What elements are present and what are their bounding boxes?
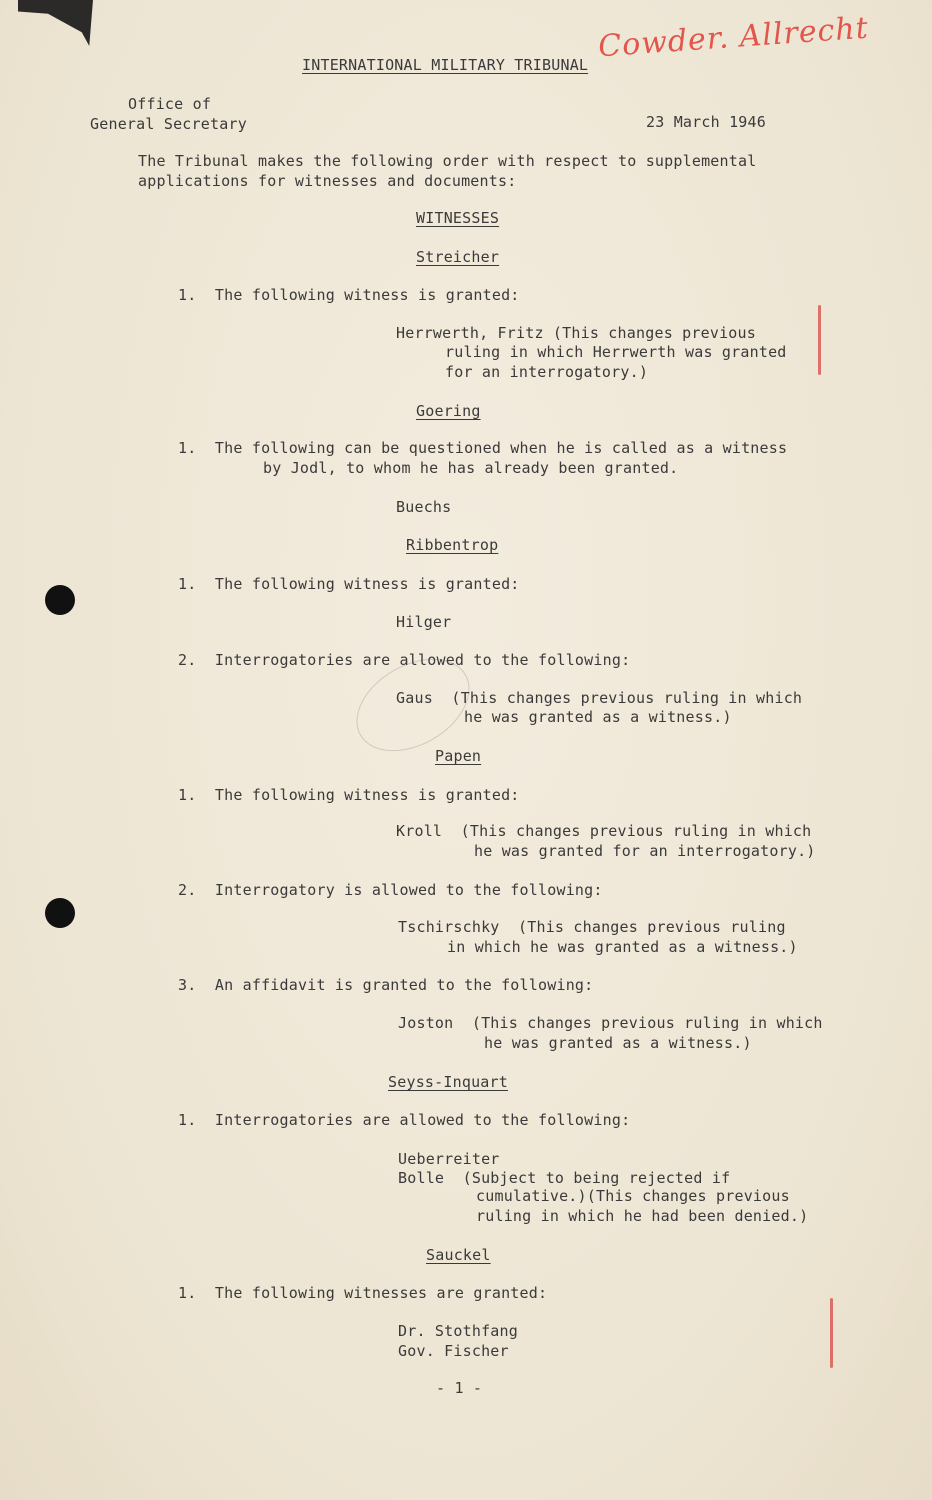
goering-item1-line2: by Jodl, to whom he has already been granted. xyxy=(263,459,679,477)
papen-item2: 2. Interrogatory is allowed to the following: xyxy=(178,881,603,899)
torn-corner xyxy=(18,0,93,46)
seyss-line2: Bolle (Subject to being rejected if xyxy=(398,1169,731,1187)
papen-tschirschky-line2: in which he was granted as a witness.) xyxy=(447,938,798,956)
document-title: INTERNATIONAL MILITARY TRIBUNAL xyxy=(302,56,589,74)
section-heading-witnesses: WITNESSES xyxy=(416,209,500,227)
red-margin-mark xyxy=(830,1298,833,1368)
punch-hole xyxy=(45,898,75,928)
seyss-line4: ruling in which he had been denied.) xyxy=(476,1207,809,1225)
defendant-heading-papen: Papen xyxy=(435,747,482,765)
papen-kroll-line1: Kroll (This changes previous ruling in which xyxy=(396,822,812,840)
red-margin-mark xyxy=(818,305,821,375)
defendant-heading-ribbentrop: Ribbentrop xyxy=(406,536,499,554)
streicher-line1: Herrwerth, Fritz (This changes previous xyxy=(396,324,756,342)
intro-line2: applications for witnesses and documents: xyxy=(138,172,517,190)
defendant-heading-streicher: Streicher xyxy=(416,248,500,266)
ribbentrop-line1: Gaus (This changes previous ruling in which xyxy=(396,689,803,707)
papen-item3: 3. An affidavit is granted to the following: xyxy=(178,976,594,994)
sauckel-name2: Gov. Fischer xyxy=(398,1342,509,1360)
sauckel-name1: Dr. Stothfang xyxy=(398,1322,518,1340)
page-number: - 1 - xyxy=(436,1379,483,1397)
goering-item1-line1: 1. The following can be questioned when he is called as a witness xyxy=(178,439,788,457)
defendant-heading-sauckel: Sauckel xyxy=(426,1246,491,1264)
intro-line1: The Tribunal makes the following order with respect to supplemental xyxy=(138,152,757,170)
ribbentrop-item1: 1. The following witness is granted: xyxy=(178,575,520,593)
papen-joston-line1: Joston (This changes previous ruling in which xyxy=(398,1014,823,1032)
ribbentrop-line2: he was granted as a witness.) xyxy=(464,708,732,726)
defendant-heading-seyss-inquart: Seyss-Inquart xyxy=(388,1073,508,1091)
papen-kroll-line2: he was granted for an interrogatory.) xyxy=(474,842,816,860)
streicher-line3: for an interrogatory.) xyxy=(445,363,649,381)
ribbentrop-name1: Hilger xyxy=(396,613,452,631)
seyss-item1: 1. Interrogatories are allowed to the following: xyxy=(178,1111,631,1129)
papen-joston-line2: he was granted as a witness.) xyxy=(484,1034,752,1052)
handwritten-note: Cowder. Allrecht xyxy=(597,10,870,65)
office-line1: Office of xyxy=(128,95,212,113)
punch-hole xyxy=(45,585,75,615)
papen-tschirschky-line1: Tschirschky (This changes previous ruling xyxy=(398,918,786,936)
seyss-line1: Ueberreiter xyxy=(398,1150,500,1168)
streicher-item1: 1. The following witness is granted: xyxy=(178,286,520,304)
document-date: 23 March 1946 xyxy=(646,113,766,131)
papen-item1: 1. The following witness is granted: xyxy=(178,786,520,804)
streicher-line2: ruling in which Herrwerth was granted xyxy=(445,343,787,361)
goering-name: Buechs xyxy=(396,498,452,516)
ribbentrop-item2: 2. Interrogatories are allowed to the following: xyxy=(178,651,631,669)
office-line2: General Secretary xyxy=(90,115,247,133)
seyss-line3: cumulative.)(This changes previous xyxy=(476,1187,790,1205)
defendant-heading-goering: Goering xyxy=(416,402,481,420)
sauckel-item1: 1. The following witnesses are granted: xyxy=(178,1284,548,1302)
